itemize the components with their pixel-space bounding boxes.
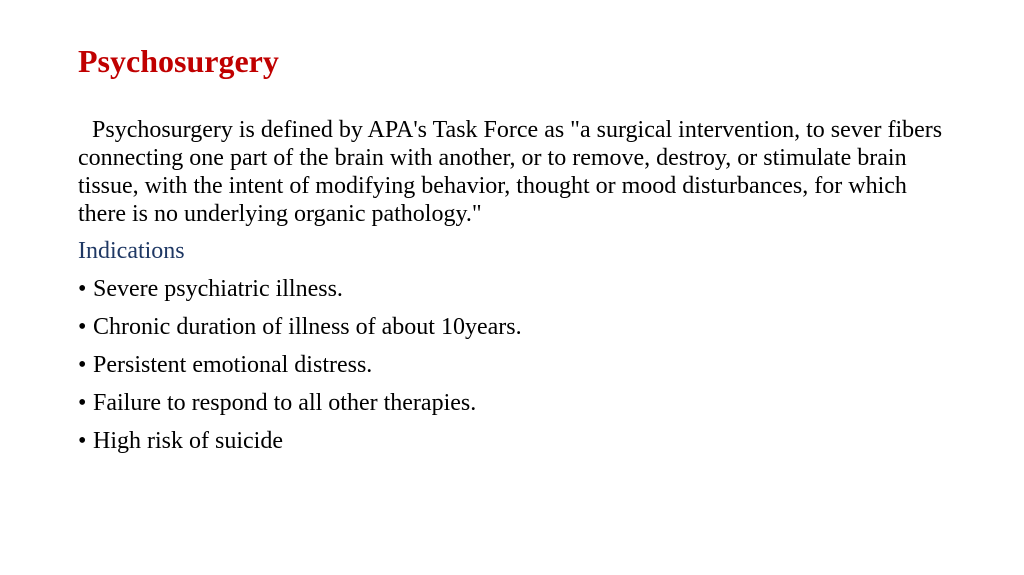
bullet-mark: • [78,276,87,302]
slide-content [78,116,958,455]
list-item-text: Severe psychiatric illness. [93,276,343,302]
definition-paragraph: Psychosurgery is defined by APA's Task Force as "a surgical intervention, to sever fibers connecting one part of the brain with another, or to remove, destroy, or stimulate brain tissue, with the intent of modifying behavior, thought or mood disturbances, for which there is no underlying organic pathology." [78,117,943,227]
list-item-text: Persistent emotional distress. [93,352,373,378]
list-item-text: Chronic duration of illness of about 10years. [93,314,522,340]
list-item [78,427,958,455]
list-item [78,275,958,303]
bullet-mark: • [78,390,87,416]
list-item [78,313,958,341]
list-item-text: Failure to respond to all other therapies. [93,390,477,416]
list-item [78,351,958,379]
list-item-text: High risk of suicide [93,428,283,454]
slide-title: Psychosurgery [78,43,279,79]
indications-list [78,275,958,455]
bullet-mark: • [78,352,87,378]
bullet-mark: • [78,314,87,340]
indications-heading: Indications [78,238,185,264]
bullet-mark: • [78,428,87,454]
list-item [78,389,958,417]
